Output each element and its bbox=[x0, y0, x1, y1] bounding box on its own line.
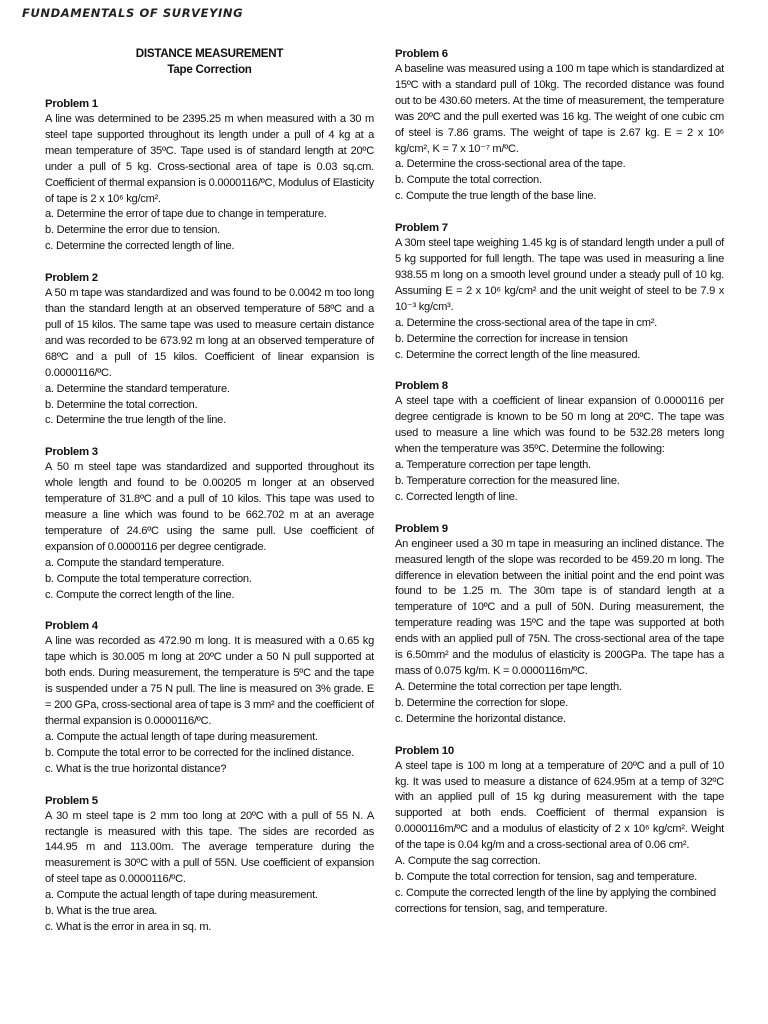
problem-question: a. Determine the error of tape due to change in temperature. bbox=[45, 208, 327, 221]
problem-block bbox=[395, 46, 724, 205]
right-problem-list bbox=[395, 46, 724, 918]
problem-heading: Problem 1 bbox=[45, 98, 98, 110]
problem-question-list bbox=[45, 382, 374, 430]
problem-question-list bbox=[45, 888, 374, 936]
problem-question: c. Determine the correct length of the line measured. bbox=[395, 348, 641, 361]
problem-question: c. Compute the true length of the base line. bbox=[395, 190, 597, 203]
right-column bbox=[395, 46, 724, 933]
problem-question: A. Determine the total correction per tape length. bbox=[395, 680, 622, 693]
problem-block bbox=[395, 378, 724, 505]
problem-question: c. Determine the true length of the line. bbox=[45, 414, 226, 427]
problem-heading: Problem 7 bbox=[395, 222, 448, 235]
problem-heading: Problem 8 bbox=[395, 380, 448, 393]
problem-question: a. Compute the actual length of tape during measurement. bbox=[45, 889, 318, 902]
problem-question: a. Temperature correction per tape length. bbox=[395, 459, 591, 472]
problem-question-list bbox=[45, 207, 374, 255]
problem-question-list bbox=[395, 316, 724, 364]
problem-block bbox=[45, 96, 374, 255]
problem-block bbox=[395, 743, 724, 918]
problem-question: a. Determine the cross-sectional area of the tape. bbox=[395, 158, 626, 171]
problem-text: A line was determined to be 2395.25 m when measured with a 30 m steel tape supported throughout its length under a pull of 4 kg at a mean temperature of 35ºC. Tape used is of standard length at 20ºC under a pull of 5 kg. Cross-sectional area of tape is 0.03 sq.cm. Coefficient of thermal expansion is 0.0000116/ºC, Modulus of Elasticity of tape is 2 x 10⁶ kg/cm². bbox=[45, 113, 374, 205]
problem-question: b. Compute the total error to be corrected for the inclined distance. bbox=[45, 746, 354, 759]
document-title: DISTANCE MEASUREMENT bbox=[135, 47, 284, 60]
problem-text: A line was recorded as 472.90 m long. It is measured with a 0.65 kg tape which is 30.005 m long at 20ºC under a 50 N pull supported at both ends. During measurement, the temperature is 5ºC and the tape is suspended under a 75 N pull. The line is measured on 3% grade. E = 200 GPa, cross-sectional area of tape is 3 mm² and the coefficient of thermal expansion is 0.0000116/ºC. bbox=[45, 635, 374, 727]
problem-question: c. Compute the correct length of the line. bbox=[45, 588, 235, 601]
problem-question: c. Determine the horizontal distance. bbox=[395, 712, 566, 725]
problem-question-list bbox=[45, 730, 374, 778]
problem-text: A 50 m steel tape was standardized and supported throughout its whole length and found to be 0.00205 m longer at an observed temperature of 31.8ºC and a pull of 10 kilos. This tape was used to measure a line which was found to be 662.702 m at an average temperature of 24.6ºC using the same pull. Use coefficient of expansion of 0.0000116 per degree centigrade. bbox=[45, 461, 374, 553]
document-header: FUNDAMENTALS OF SURVEYING bbox=[22, 6, 244, 20]
problem-question-list bbox=[45, 556, 374, 604]
problem-heading: Problem 3 bbox=[45, 446, 98, 459]
problem-question-list bbox=[395, 458, 724, 506]
problem-question: b. Determine the total correction. bbox=[45, 398, 198, 411]
problem-question: a. Determine the cross-sectional area of the tape in cm². bbox=[395, 316, 657, 329]
problem-block bbox=[395, 521, 724, 728]
problem-question: a. Compute the actual length of tape during measurement. bbox=[45, 730, 318, 743]
problem-question: b. Compute the total correction for tension, sag and temperature. bbox=[395, 870, 697, 883]
problem-heading: Problem 6 bbox=[395, 48, 448, 60]
problem-text: A 50 m tape was standardized and was found to be 0.0042 m too long than the standard length at an observed temperature of 58ºC and a pull of 15 kilos. The same tape was used to measure certain distance and was recorded to be 673.92 m long at an observed temperature of 68ºC and a pull of 15 kilos. Coefficient of linear expansion is 0.0000116/ºC. bbox=[45, 287, 374, 379]
problem-block bbox=[45, 618, 374, 777]
problem-question: b. Temperature correction for the measured line. bbox=[395, 474, 620, 487]
problem-text: A steel tape with a coefficient of linear expansion of 0.0000116 per degree centigrade is known to be 50 m long at 20ºC. The tape was used to measure a line which was found to be 532.28 meters long when the temperature was 35ºC. Determine the following: bbox=[395, 395, 724, 456]
problem-block bbox=[45, 270, 374, 429]
problem-question: c. What is the true horizontal distance? bbox=[45, 762, 227, 775]
problem-question: a. Compute the standard temperature. bbox=[45, 556, 225, 569]
problem-question: c. Compute the corrected length of the line by applying the combined corrections for tension, sag, and temperature. bbox=[395, 886, 716, 915]
problem-question-list bbox=[395, 157, 724, 205]
problem-question: c. Determine the corrected length of line. bbox=[45, 240, 235, 253]
problem-question: b. Determine the error due to tension. bbox=[45, 224, 220, 237]
problem-question: A. Compute the sag correction. bbox=[395, 855, 541, 868]
problem-heading: Problem 9 bbox=[395, 522, 448, 535]
problem-text: A steel tape is 100 m long at a temperature of 20ºC and a pull of 10 kg. It was used to measure a distance of 624.95m at a temp of 32ºC with an applied pull of 15 kg during measurement with the tape supported at both ends. Coefficient of thermal expansion is 0.0000116m/ºC and a modulus of elasticity of 2 x 10⁶ kg/cm². Weight of the tape is 0.04 kg/m and a cross-sectional area of 0.06 cm². bbox=[395, 759, 724, 852]
problem-text: An engineer used a 30 m tape in measuring an inclined distance. The measured length of the slope was recorded to be 459.20 m long. The difference in elevation between the initial point and the end point was found to be 1.25 m. The 30m tape is of standard length at a temperature of 10ºC and a pull of 50N. During measurement, the temperature reading was 15ºC and the tape was supported at both ends with an applied pull of 75N. The cross-sectional area of the tape is 6.50mm² and the modulus of elasticity is 200GPa. The tape has a mass of 0.075 kg/m. K = 0.0000116m/ºC. bbox=[395, 537, 724, 677]
problem-heading: Problem 10 bbox=[395, 744, 454, 757]
left-column bbox=[45, 46, 374, 951]
problem-question: b. Determine the correction for increase in tension bbox=[395, 332, 628, 345]
left-problem-list bbox=[45, 96, 374, 936]
problem-question: b. What is the true area. bbox=[45, 905, 158, 918]
problem-block bbox=[45, 444, 374, 603]
problem-question: c. What is the error in area in sq. m. bbox=[45, 920, 212, 933]
problem-question: b. Compute the total correction. bbox=[395, 174, 542, 187]
problem-question: b. Determine the correction for slope. bbox=[395, 696, 569, 709]
problem-question-list bbox=[395, 680, 724, 728]
problem-heading: Problem 5 bbox=[45, 794, 98, 807]
problem-heading: Problem 2 bbox=[45, 272, 98, 285]
problem-text: A baseline was measured using a 100 m tape which is standardized at 15ºC with a standard pull of 10kg. The recorded distance was found out to be 430.60 meters. At the time of measurement, the temperature was 20ºC and the pull exerted was 16 kg. The weight of one cubic cm of steel is 7.86 grams. The weight of tape is 2.67 kg. E = 2 x 10⁶ kg/cm², K = 7 x 10⁻⁷ m/ºC. bbox=[395, 63, 724, 155]
document-subtitle: Tape Correction bbox=[167, 63, 252, 76]
problem-text: A 30m steel tape weighing 1.45 kg is of standard length under a pull of 5 kg supported for full length. The tape was used in measuring a line 938.55 m long on a smooth level ground under a steady pull of 10 kg. Assuming E = 2 x 10⁶ kg/cm² and the unit weight of steel to be 7.9 x 10⁻³ kg/cm³. bbox=[395, 237, 724, 313]
problem-block bbox=[45, 793, 374, 936]
problem-question-list bbox=[395, 854, 724, 918]
problem-question: b. Compute the total temperature correction. bbox=[45, 572, 252, 585]
problem-question: a. Determine the standard temperature. bbox=[45, 382, 230, 395]
problem-heading: Problem 4 bbox=[45, 620, 98, 633]
problem-question: c. Corrected length of line. bbox=[395, 490, 518, 503]
problem-block bbox=[395, 220, 724, 363]
problem-text: A 30 m steel tape is 2 mm too long at 20ºC with a pull of 55 N. A rectangle is measured with this tape. The sides are recorded as 144.95 m and 113.00m. The average temperature during the measurement is 30ºC with a pull of 55N. Use coefficient of expansion of steel tape as 0.0000116/ºC. bbox=[45, 809, 374, 886]
